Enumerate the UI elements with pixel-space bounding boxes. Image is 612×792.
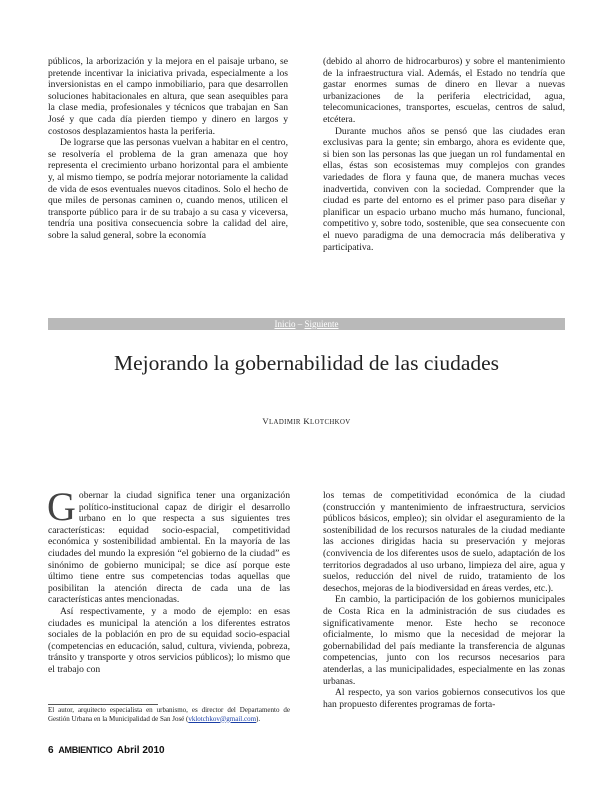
page-number: 6 (48, 745, 54, 756)
email-link[interactable]: vklotchkov@gmail.com (188, 714, 257, 723)
paragraph-text: obernar la ciudad significa tener una organización político-institucional capaz de dirigir el desarrollo urbano en lo que respecta a sus siguientes tres características: equidad socio-espacial, competitividad económica y sostenibilidad ambiental. En la mayoría de las ciudades del mundo la expresión “el gobierno de la ciudad” es sinónimo de gobierno municipal; se dice así porque este último tiene entre sus competencias todas aquellas que posibilitan la atención directa de cada una de las características antes mencionadas. (48, 490, 290, 606)
author-initial: V (262, 416, 269, 426)
drop-cap: G (47, 484, 76, 529)
paragraph: De lograrse que las personas vuelvan a habitar en el centro, se resolvería el problema de la gran amenaza que hoy representa el crecimiento urbano horizontal para el ambiente y, al mismo tiempo, se podría mejorar notoriamente la calidad de vida de esos eventuales nuevos citadinos. Solo el hecho de que miles de personas caminen o, cuando menos, utilicen el transporte público para ir de su trabajo a su casa y viceversa, tendría una positiva consecuencia sobre la calidad del aire, sobre la salud general, sobre la economía (48, 137, 288, 241)
article-title: Mejorando la gobernabilidad de las ciudades (113, 351, 500, 375)
author-smallcaps: LADIMIR (268, 419, 301, 426)
paragraph: En cambio, la participación de los gobiernos municipales de Costa Rica en la administración de sus ciudades es significativamente menor. Este hecho se reconoce oficialmente, lo mismo que la necesidad de mejorar la gobernabilidad del país mediante la transferencia de algunas competencias, junto con los recursos necesarios para atenderlas, a las municipalidades, especialmente en las zonas urbanas. (323, 594, 565, 687)
paragraph: los temas de competitividad económica de la ciudad (construcción y mantenimiento de infraestructura, servicios públicos básicos, empleo); sin olvidar el aseguramiento de la sostenibilidad de los recursos naturales de la ciudad mediante las acciones dirigidas hacia su preservación y mejoras (convivencia de los diferentes usos de suelo, adaptación de los territorios degradados al uso urbano, limpieza del aire, agua y suelos, reducción del nivel de ruido, tratamiento de los desechos, mejoras de la biodiversidad en áreas verdes, etc.). (323, 490, 565, 594)
footnote-text: ). (256, 714, 261, 723)
paragraph (47, 484, 290, 606)
bottom-right-column (323, 490, 565, 710)
top-left-column (48, 56, 288, 242)
top-right-column (323, 56, 565, 253)
magazine-logo: AMBIENTICO (58, 745, 113, 755)
author-name (48, 416, 565, 426)
paragraph: públicos, la arborización y la mejora en el paisaje urbano, se pretende incentivar la iniciativa privada, especialmente a los inversionistas en el campo inmobiliario, para que desarrollen soluciones habitacionales en altura, que sean asequibles para la clase media, profesionales y técnicos que trabajan en San José y que cada día pierden tiempo y dinero en largos y costosos desplazamientos hasta la periferia. (48, 56, 288, 137)
inicio-link[interactable]: Inicio (274, 319, 296, 329)
page-footer (48, 745, 165, 756)
paragraph: Al respecto, ya son varios gobiernos consecutivos los que han propuesto diferentes programas de forta- (323, 687, 565, 710)
footnote (48, 706, 290, 723)
navigation-bar (48, 318, 565, 330)
nav-separator: – (295, 319, 305, 329)
footnote-divider (48, 704, 158, 705)
paragraph: Durante muchos años se pensó que las ciudades eran exclusivas para la gente; sin embargo, ahora es evidente que, si bien son las personas las que juegan un rol fundamental en ellas, éstas son ecosistemas muy complejos con grandes variedades de flora y fauna que, de manera muchas veces inadvertida, conviven con la sociedad. Comprender que la ciudad es parte del entorno es el primer paso para diseñar y planificar un espacio urbano mucho más humano, funcional, competitivo y, sobre todo, sostenible, que sea consecuente con el nuevo paradigma de una democracia más deliberativa y participativa. (323, 125, 565, 253)
paragraph: (debido al ahorro de hidrocarburos) y sobre el mantenimiento de la infraestructura vial. Además, el Estado no tendría que gastar enormes sumas de dinero en llevar a nuevas urbanizaciones de la periferia electricidad, agua, telecomunicaciones, transportes, escuelas, centros de salud, etcétera. (323, 56, 565, 125)
footnote-text: El autor, arquitecto especialista en urbanismo, es director del Departamento de Gestión Urbana en la Municipalidad de San José ( (48, 706, 290, 723)
author-initial: K (303, 416, 311, 426)
siguiente-link[interactable]: Siguiente (304, 319, 339, 329)
paragraph: Así respectivamente, y a modo de ejemplo: en esas ciudades es municipal la atención a los diferentes estratos sociales de la población en pro de su equidad socio-espacial (competencias en educación, salud, cultura, vivienda, pobreza, tránsito y transporte y otros servicios públicos); lo mismo que el trabajo con (48, 605, 290, 675)
author-smallcaps: LOTCHKOV (310, 419, 351, 426)
issue-date: Abril 2010 (116, 745, 165, 756)
bottom-left-column (47, 484, 290, 676)
